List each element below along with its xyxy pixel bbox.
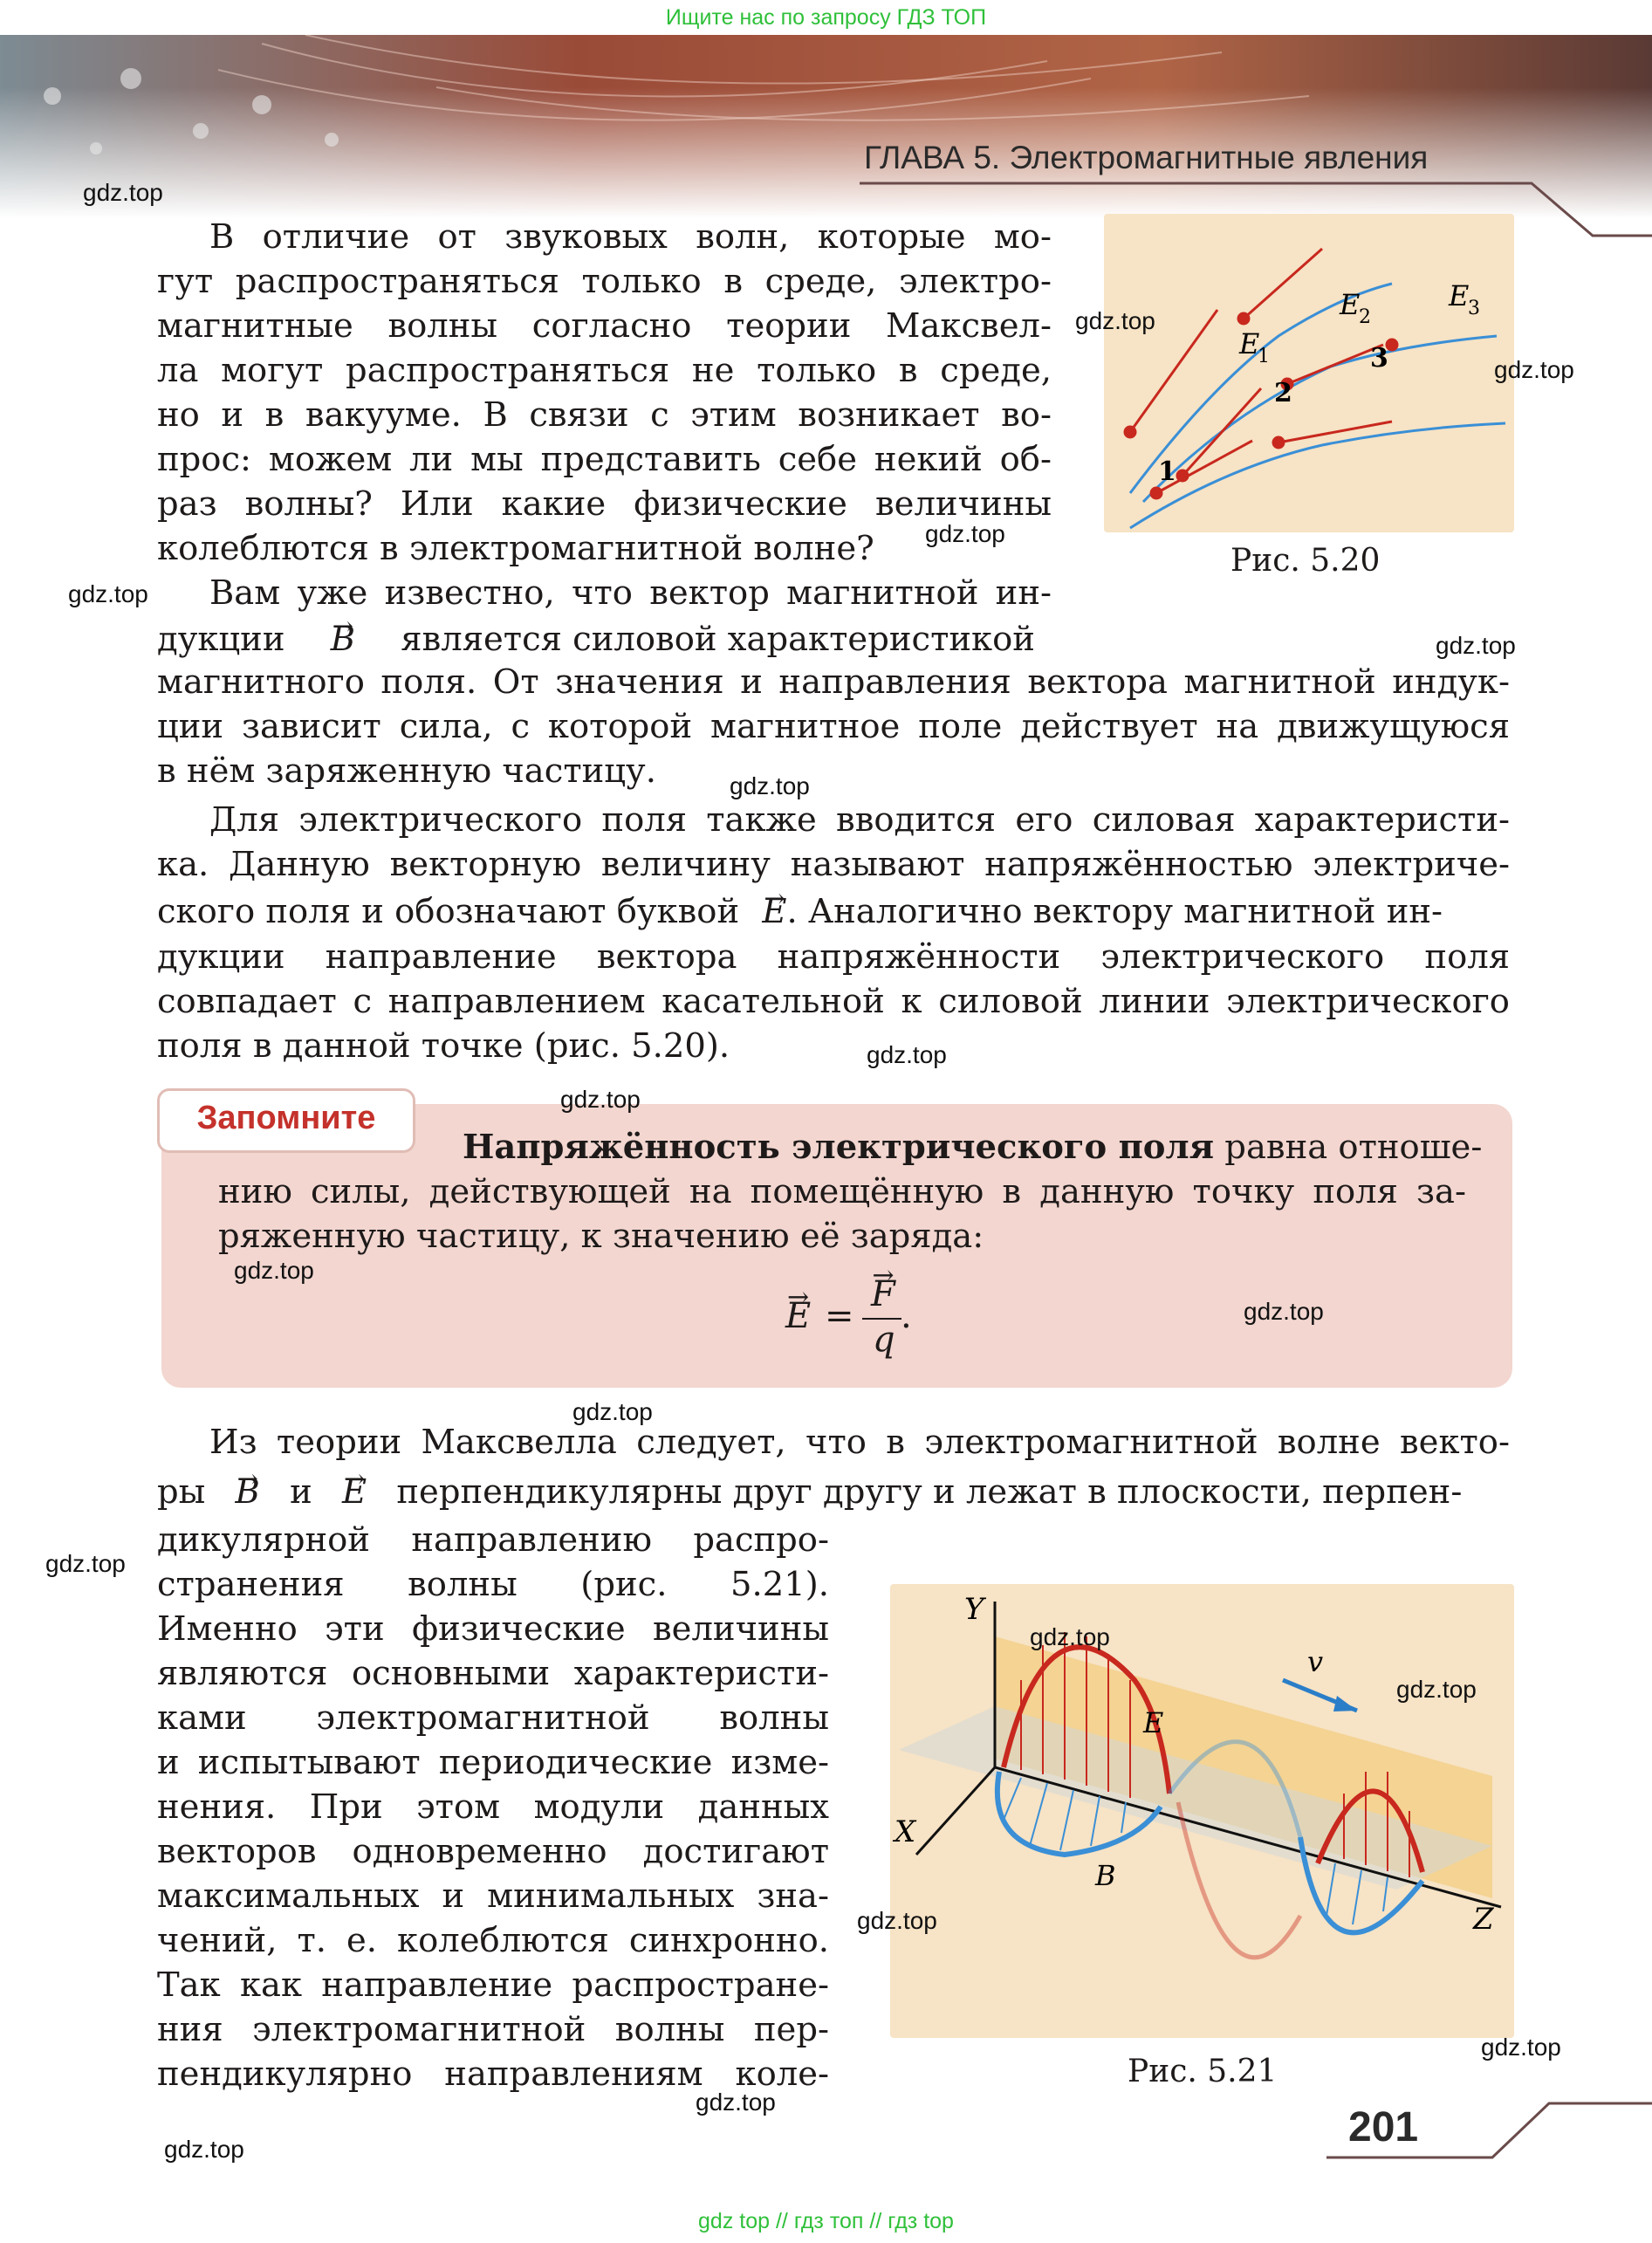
vector-b-symbol: → B — [236, 1471, 260, 1515]
watermark: gdz.top — [560, 1086, 641, 1113]
label-e3-sub: 3 — [1468, 298, 1480, 319]
watermark: gdz.top — [572, 1398, 653, 1425]
watermark: gdz.top — [1481, 2034, 1561, 2061]
text-line: ка. Данную векторную величину называют напряжённостью электриче- — [157, 845, 1510, 884]
text-line: Из теории Максвелла следует, что в электромагнитной волне векто- — [209, 1423, 1510, 1462]
text-line: Так как направление распростране- — [157, 1965, 829, 2005]
watermark: gdz.top — [68, 580, 148, 607]
figure-5-21-caption: Рис. 5.21 — [1128, 2054, 1278, 2089]
text-line: чений, т. е. колеблются синхронно. — [157, 1921, 829, 1960]
text-line: прос: можем ли мы представить себе некий об- — [157, 440, 1052, 479]
text-line: дикулярной направлению распро- — [157, 1520, 829, 1560]
text-line: совпадает с направлением касательной к силовой линии электрического — [157, 982, 1510, 1021]
text-line: ками электромагнитной волны — [157, 1698, 829, 1738]
text-line: являются основными характеристи- — [157, 1654, 829, 1693]
text-fragment: дукции — [157, 620, 285, 659]
watermark: gdz.top — [1396, 1676, 1477, 1703]
chapter-title: ГЛАВА 5. Электромагнитные явления — [864, 140, 1429, 175]
watermark: gdz.top — [164, 2136, 244, 2163]
definition-term: Напряжённость электрического поля — [463, 1128, 1215, 1167]
point-1: 1 — [1158, 456, 1176, 487]
formula-f: → F — [871, 1274, 895, 1314]
label-e1-sub: 1 — [1258, 346, 1270, 367]
figure-5-20-caption: Рис. 5.20 — [1230, 543, 1381, 579]
text-fragment: равна отноше- — [1224, 1128, 1483, 1167]
watermark: gdz.top — [1436, 632, 1516, 659]
watermark: gdz.top — [925, 520, 1005, 547]
label-v: v — [1307, 1645, 1324, 1678]
label-e1: E — [1239, 327, 1260, 360]
watermark: gdz.top — [45, 1550, 126, 1577]
watermark: gdz.top — [696, 2089, 776, 2116]
text-fragment: перпендикулярны друг другу и лежат в плоскости, перпен- — [396, 1472, 1463, 1512]
field-point — [1125, 427, 1135, 437]
text-line: нию силы, действующей на помещённую в данную точку поля за- — [218, 1172, 1466, 1211]
axis-y-label: Y — [964, 1592, 984, 1627]
point-3: 3 — [1370, 343, 1388, 374]
text-line: магнитные волны согласно теории Максвел- — [157, 306, 1052, 346]
text-line: ции зависит сила, с которой магнитное поле действует на движущуюся — [157, 707, 1510, 746]
page-number: 201 — [1348, 2104, 1419, 2150]
formula-equals: = — [825, 1296, 854, 1336]
text-line — [157, 1471, 1462, 1515]
text-line: ряженную частицу, к значению её заряда: — [218, 1217, 984, 1256]
text-line: гут распространяться только в среде, электро- — [157, 262, 1052, 301]
text-fragment: является силовой характеристикой — [401, 620, 1035, 659]
text-fragment: ского поля и обозначают буквой — [157, 892, 740, 931]
text-line: Вам уже известно, что вектор магнитной ин- — [209, 573, 1052, 613]
text-line — [463, 1126, 1482, 1170]
text-line: Именно эти физические величины — [157, 1609, 829, 1649]
label-e2-sub: 2 — [1359, 306, 1371, 328]
watermark: gdz.top — [83, 179, 163, 206]
text-fragment: . Аналогично вектору магнитной ин- — [786, 892, 1443, 931]
watermark: gdz.top — [857, 1907, 937, 1934]
text-line: пендикулярно направлениям коле- — [157, 2054, 829, 2094]
watermark: gdz.top — [234, 1257, 314, 1284]
figure-5-20 — [1104, 214, 1514, 532]
watermark: gdz.top — [1075, 307, 1155, 334]
text-fragment: ры — [157, 1472, 206, 1512]
text-line: нения. При этом модули данных — [157, 1787, 829, 1827]
text-line: Для электрического поля также вводится его силовая характеристи- — [209, 800, 1510, 840]
formula-q: q — [873, 1320, 895, 1360]
text-line: векторов одновременно достигают — [157, 1832, 829, 1871]
text-line: магнитного поля. От значения и направления вектора магнитной индук- — [157, 662, 1510, 702]
text-line: поля в данной точке (рис. 5.20). — [157, 1026, 730, 1066]
formula-e: → E — [785, 1296, 811, 1336]
field-point — [1177, 470, 1188, 481]
watermark: gdz.top — [1494, 356, 1574, 383]
text-fragment: и — [290, 1472, 312, 1512]
watermark: gdz.top — [1244, 1298, 1324, 1325]
field-point — [1238, 313, 1249, 324]
axis-z-label: Z — [1473, 1902, 1494, 1937]
axis-x-label: X — [895, 1814, 916, 1849]
text-line: дукции направление вектора напряжённости электрического поля — [157, 937, 1510, 977]
text-line: ния электромагнитной волны пер- — [157, 2010, 829, 2049]
text-line: в нём заряженную частицу. — [157, 751, 656, 791]
text-line: раз волны? Или какие физические величины — [157, 484, 1052, 524]
text-line: В отличие от звуковых волн, которые мо- — [209, 217, 1052, 257]
label-e: E — [1143, 1706, 1164, 1739]
vector-e-symbol: → E — [762, 890, 786, 935]
bottom-banner: gdz top // гдз топ // гдз top — [698, 2209, 954, 2233]
text-line — [157, 618, 1035, 662]
label-e3: E — [1449, 279, 1470, 312]
label-e2: E — [1340, 288, 1361, 321]
top-banner: Ищите нас по запросу ГДЗ ТОП — [0, 0, 1652, 35]
text-line: и испытывают периодические изме- — [157, 1743, 829, 1782]
formula-period: . — [901, 1296, 912, 1336]
text-line — [157, 890, 1443, 935]
field-point — [1273, 437, 1284, 448]
watermark: gdz.top — [1030, 1623, 1110, 1650]
text-line: максимальных и минимальных зна- — [157, 1876, 829, 1916]
field-point — [1151, 488, 1162, 498]
text-line: но и в вакууме. В связи с этим возникает во- — [157, 395, 1052, 435]
watermark: gdz.top — [730, 772, 810, 799]
text-line: странения волны (рис. 5.21). — [157, 1565, 829, 1604]
watermark: gdz.top — [867, 1041, 947, 1068]
vector-e-symbol: → E — [342, 1471, 367, 1515]
label-b: B — [1095, 1859, 1116, 1892]
text-line: колеблются в электромагнитной волне? — [157, 529, 874, 568]
text-line: ла могут распространяться не только в среде, — [157, 351, 1052, 390]
remember-label: Запомните — [157, 1088, 415, 1153]
vector-b-symbol: → B — [331, 618, 355, 662]
figure-5-21 — [890, 1584, 1514, 2038]
point-2: 2 — [1274, 378, 1292, 408]
